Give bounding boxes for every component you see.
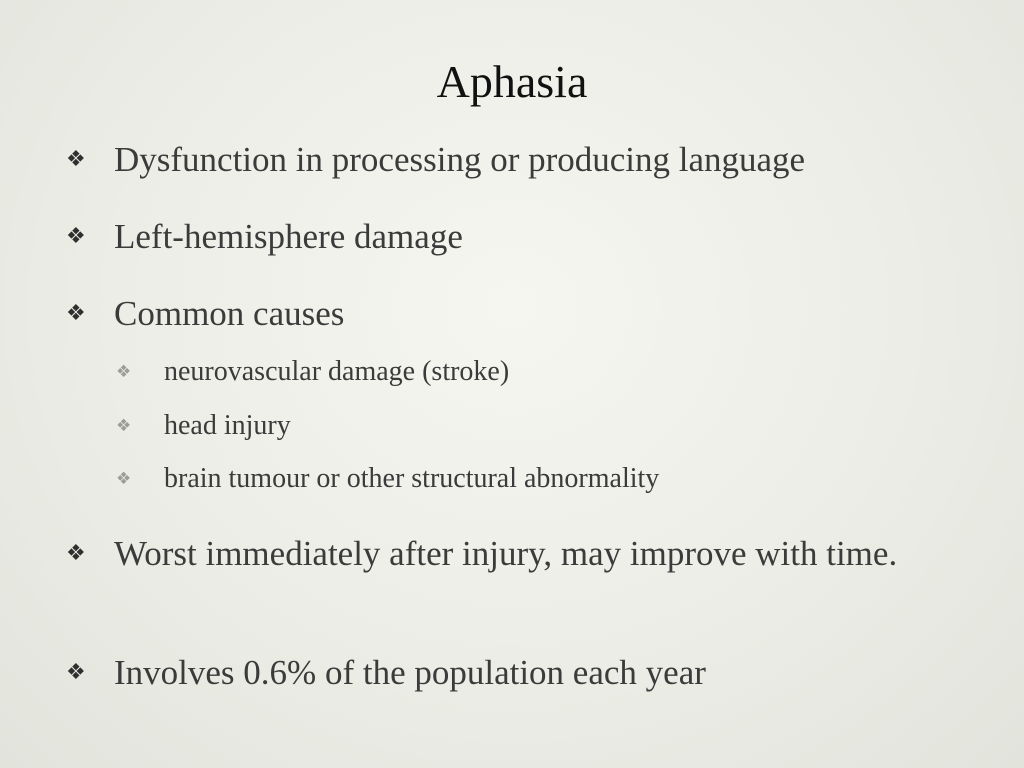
sub-bullet-text: head injury bbox=[164, 410, 291, 441]
sub-bullet-item bbox=[116, 409, 966, 443]
diamond-bullet-icon: ❖ bbox=[66, 224, 86, 249]
diamond-bullet-icon: ❖ bbox=[66, 147, 86, 172]
bullet-item bbox=[66, 293, 966, 335]
diamond-sub-bullet-icon: ❖ bbox=[116, 362, 132, 382]
bullet-item bbox=[66, 216, 966, 258]
diamond-bullet-icon: ❖ bbox=[66, 541, 86, 566]
sub-bullet-text: brain tumour or other structural abnormality bbox=[164, 463, 660, 494]
diamond-sub-bullet-icon: ❖ bbox=[116, 416, 132, 436]
bullet-item bbox=[66, 533, 966, 575]
sub-bullet-item bbox=[116, 462, 966, 496]
sub-bullet-text: neurovascular damage (stroke) bbox=[164, 356, 510, 387]
bullet-text: Common causes bbox=[114, 294, 345, 333]
diamond-bullet-icon: ❖ bbox=[66, 301, 86, 326]
bullet-item bbox=[66, 652, 966, 694]
bullet-text: Worst immediately after injury, may improve with time. bbox=[114, 534, 898, 573]
slide-title: Aphasia bbox=[436, 56, 588, 107]
bullet-text: Dysfunction in processing or producing language bbox=[114, 140, 806, 179]
bullet-text: Involves 0.6% of the population each year bbox=[114, 653, 706, 692]
bullet-item bbox=[66, 139, 966, 181]
diamond-bullet-icon: ❖ bbox=[66, 660, 86, 685]
sub-bullet-item bbox=[116, 355, 966, 389]
bullet-text: Left-hemisphere damage bbox=[114, 217, 463, 256]
diamond-sub-bullet-icon: ❖ bbox=[116, 469, 132, 489]
